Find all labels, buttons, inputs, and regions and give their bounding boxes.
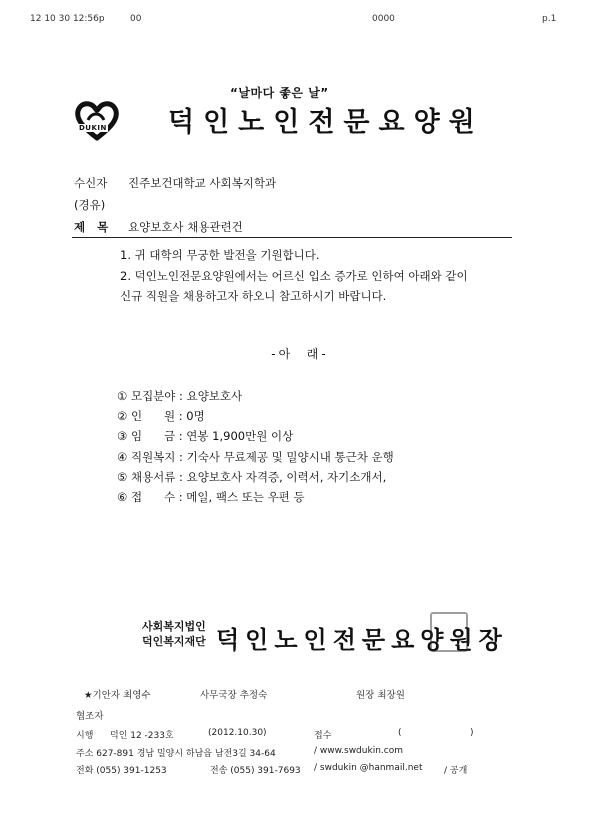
heart-logo-icon xyxy=(74,98,120,142)
fax-datetime: 12 10 30 12:56p xyxy=(30,14,105,24)
subject-divider xyxy=(72,237,512,238)
fax-code: 00 xyxy=(130,14,142,24)
official-seal xyxy=(430,612,468,652)
receipt-close-paren: ) xyxy=(470,728,474,738)
receipt-open-paren: ( xyxy=(398,728,402,738)
recipient-label: 수신자 xyxy=(74,176,108,190)
item-welfare: ④ 직원복지 : 기숙사 무료제공 및 밀양시내 통근차 운행 xyxy=(117,450,394,464)
website: / www.swdukin.com xyxy=(314,746,403,756)
phone: 전화 (055) 391-1253 xyxy=(76,766,167,776)
email: / swdukin @hanmail.net xyxy=(314,763,423,773)
address: 주소 627-891 경남 밀양시 하남읍 남전3길 34-64 xyxy=(76,749,276,759)
doc-label: 시행 xyxy=(76,731,94,741)
subject-label: 제 목 xyxy=(74,220,109,234)
fax-page: p.1 xyxy=(542,14,557,24)
doc-date: (2012.10.30) xyxy=(208,728,267,738)
org-name: 덕인노인전문요양원 xyxy=(168,107,484,138)
subject-value: 요양보호사 채용관련건 xyxy=(128,220,243,234)
body-line-2: 2. 덕인노인전문요양원에서는 어르신 입소 증가로 인하여 아래와 같이 xyxy=(120,269,468,283)
item-documents: ⑤ 채용서류 : 요양보호사 자격증, 이력서, 자기소개서, xyxy=(117,470,387,484)
corp-name-1: 사회복지법인 xyxy=(142,620,206,633)
approval-manager: 사무국장 추정숙 xyxy=(200,690,268,701)
item-headcount: ② 인 원 : 0명 xyxy=(117,409,205,423)
approval-cooperator: 협조자 xyxy=(76,711,104,722)
slogan: “날마다 좋은 날” xyxy=(230,86,329,100)
signature-title: 덕인노인전문요양원장 xyxy=(216,626,508,654)
dukin-logo xyxy=(74,98,120,142)
fax-code-2: 0000 xyxy=(372,14,395,24)
below-heading: -아 래- xyxy=(271,347,329,361)
disclosure: / 공개 xyxy=(444,766,468,776)
logo-text: DUKIN xyxy=(79,124,107,132)
item-recruit-field: ① 모집분야 : 요양보호사 xyxy=(117,389,243,403)
doc-number: 덕인 12 -233호 xyxy=(110,731,174,741)
body-line-3: 신규 직원을 채용하고자 하오니 참고하시기 바랍니다. xyxy=(120,289,387,303)
approval-director: 원장 최장원 xyxy=(356,690,405,701)
item-salary: ③ 임 금 : 연봉 1,900만원 이상 xyxy=(117,429,294,443)
fax-number: 전송 (055) 391-7693 xyxy=(210,766,301,776)
approval-drafter: ★기안자 최영수 xyxy=(84,690,151,701)
corp-name-2: 덕인복지재단 xyxy=(142,635,206,648)
receipt-label: 접수 xyxy=(314,731,332,741)
item-application: ⑥ 접 수 : 메일, 팩스 또는 우편 등 xyxy=(117,490,305,504)
recipient-value: 진주보건대학교 사회복지학과 xyxy=(128,176,277,190)
via-label: (경유) xyxy=(74,198,106,212)
body-line-1: 1. 귀 대학의 무궁한 발전을 기원합니다. xyxy=(120,248,320,262)
